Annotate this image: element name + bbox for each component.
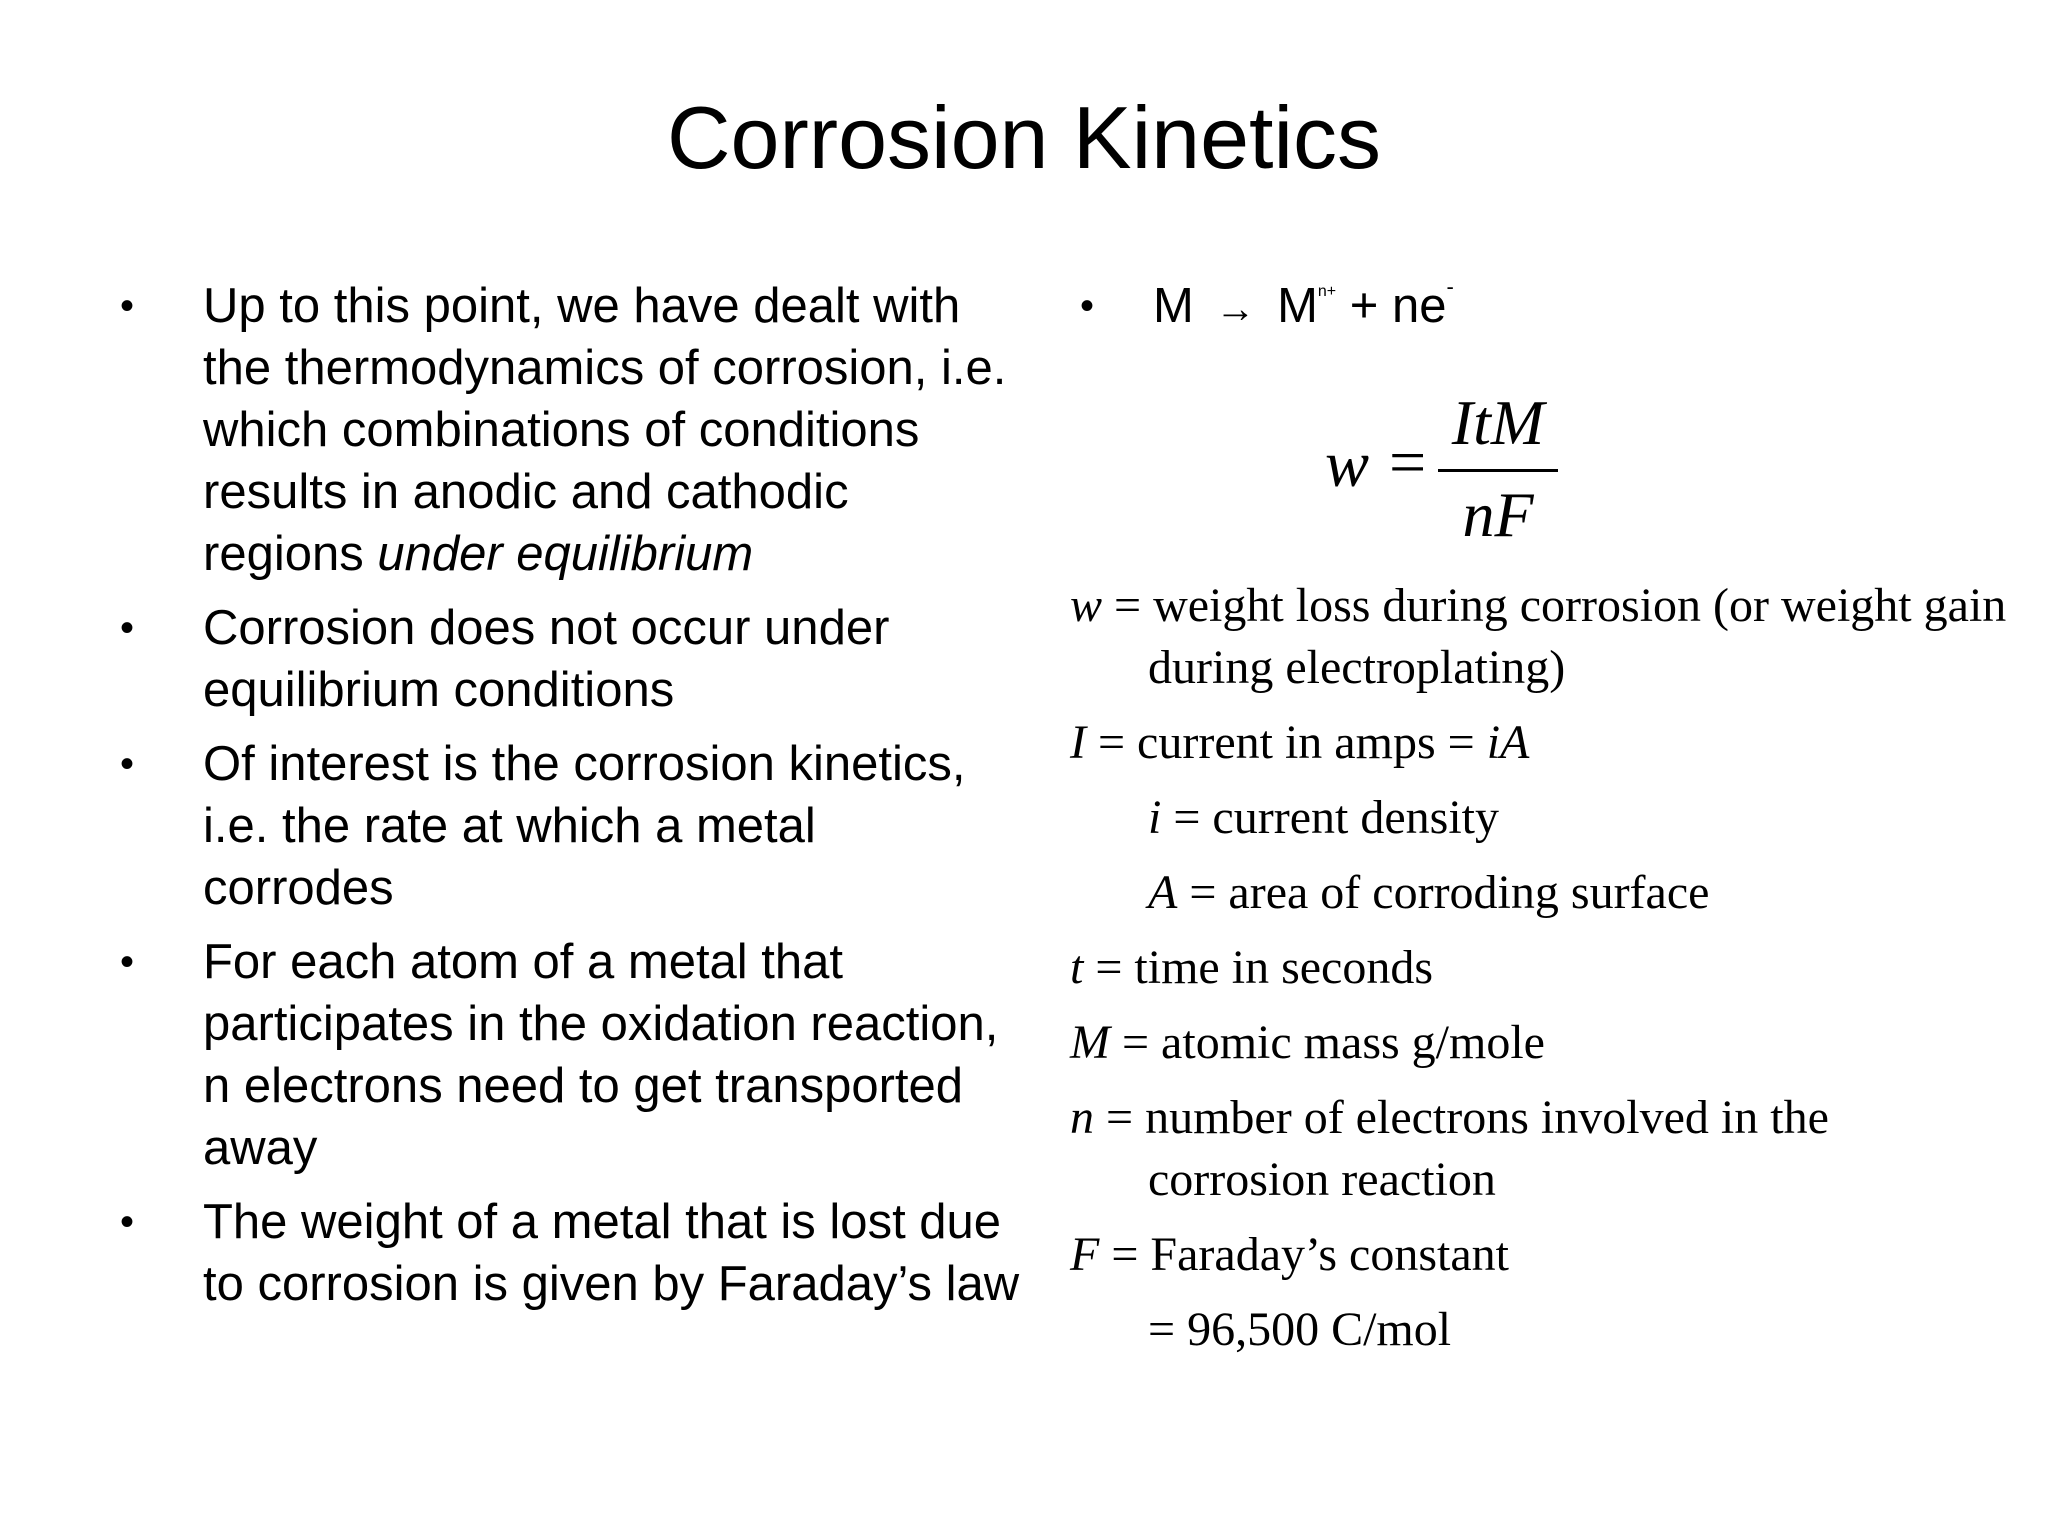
definition-F <box>1070 1224 2010 1286</box>
slide-title: Corrosion Kinetics <box>666 88 1382 187</box>
def-symbol: M <box>1070 1016 1110 1069</box>
bullet-dot: • <box>120 606 135 650</box>
left-bullet-list <box>120 275 1020 1327</box>
definition-A <box>1070 862 2010 924</box>
reaction-reactant: M <box>1153 279 1194 333</box>
definition-w <box>1070 575 2010 699</box>
formula-numerator: ItM <box>1451 387 1545 458</box>
definition-n <box>1070 1087 2010 1211</box>
bullet-dot: • <box>120 742 135 786</box>
def-text: = current in amps = <box>1085 716 1487 769</box>
bullet-text: For each atom of a metal that participates in the oxidation reaction, n electrons need to get transported away <box>203 935 999 1175</box>
bullet-dot: • <box>1080 284 1095 328</box>
fraction-bar <box>1438 469 1558 472</box>
faraday-formula <box>1325 385 1625 550</box>
variable-definitions <box>1070 575 2010 1374</box>
bullet-text: Up to this point, we have dealt with the thermodynamics of corrosion, i.e. which combinations of conditions results in anodic and cathodic regions <box>203 279 1007 581</box>
formula-lhs: w <box>1325 428 1370 501</box>
arrow-icon: → <box>1215 287 1256 331</box>
electron-charge: - <box>1446 274 1454 299</box>
def-text: = time in seconds <box>1083 941 1434 994</box>
bullet-dot: • <box>120 284 135 328</box>
definition-i <box>1070 787 2010 849</box>
bullet-item <box>120 1191 1020 1315</box>
def-symbol-2: iA <box>1486 716 1530 769</box>
def-text: = number of electrons involved in the corrosion reaction <box>1094 1091 1829 1206</box>
bullet-text: The weight of a metal that is lost due to corrosion is given by Faraday’s law <box>203 1195 1020 1311</box>
formula-denominator: nF <box>1462 479 1534 550</box>
bullet-text: Corrosion does not occur under equilibrium conditions <box>203 601 890 717</box>
def-symbol: I <box>1070 716 1086 769</box>
definition-I <box>1070 712 2010 774</box>
bullet-item <box>120 275 1020 585</box>
definition-M <box>1070 1012 2010 1074</box>
def-text: = area of corroding surface <box>1177 866 1710 919</box>
def-symbol: F <box>1070 1228 1100 1281</box>
formula-equals: = <box>1389 426 1427 499</box>
bullet-item <box>120 733 1020 919</box>
def-symbol: w <box>1070 579 1103 632</box>
bullet-emphasis: under equilibrium <box>377 527 754 581</box>
def-text: = Faraday’s constant <box>1099 1228 1509 1281</box>
def-symbol: i <box>1148 791 1162 844</box>
definition-F-value <box>1070 1299 2010 1361</box>
bullet-item <box>120 597 1020 721</box>
bullet-text: Of interest is the corrosion kinetics, i.e. the rate at which a metal corrodes <box>203 737 966 915</box>
reaction-electrons: + ne <box>1349 279 1447 333</box>
bullet-item <box>120 931 1020 1179</box>
def-text: = 96,500 C/mol <box>1148 1303 1452 1356</box>
def-text: = current density <box>1161 791 1499 844</box>
def-symbol: n <box>1070 1091 1094 1144</box>
def-text: = atomic mass g/mole <box>1109 1016 1545 1069</box>
right-column <box>1070 274 2010 1356</box>
def-symbol: t <box>1070 941 1084 994</box>
reaction-product: M <box>1277 279 1318 333</box>
reaction-equation <box>1070 275 2010 337</box>
definition-t <box>1070 937 2010 999</box>
bullet-dot: • <box>120 940 135 984</box>
product-charge: n+ <box>1317 283 1337 300</box>
def-symbol: A <box>1148 866 1178 919</box>
def-text: = weight loss during corrosion (or weight gain during electroplating) <box>1102 579 2007 694</box>
bullet-dot: • <box>120 1200 135 1244</box>
